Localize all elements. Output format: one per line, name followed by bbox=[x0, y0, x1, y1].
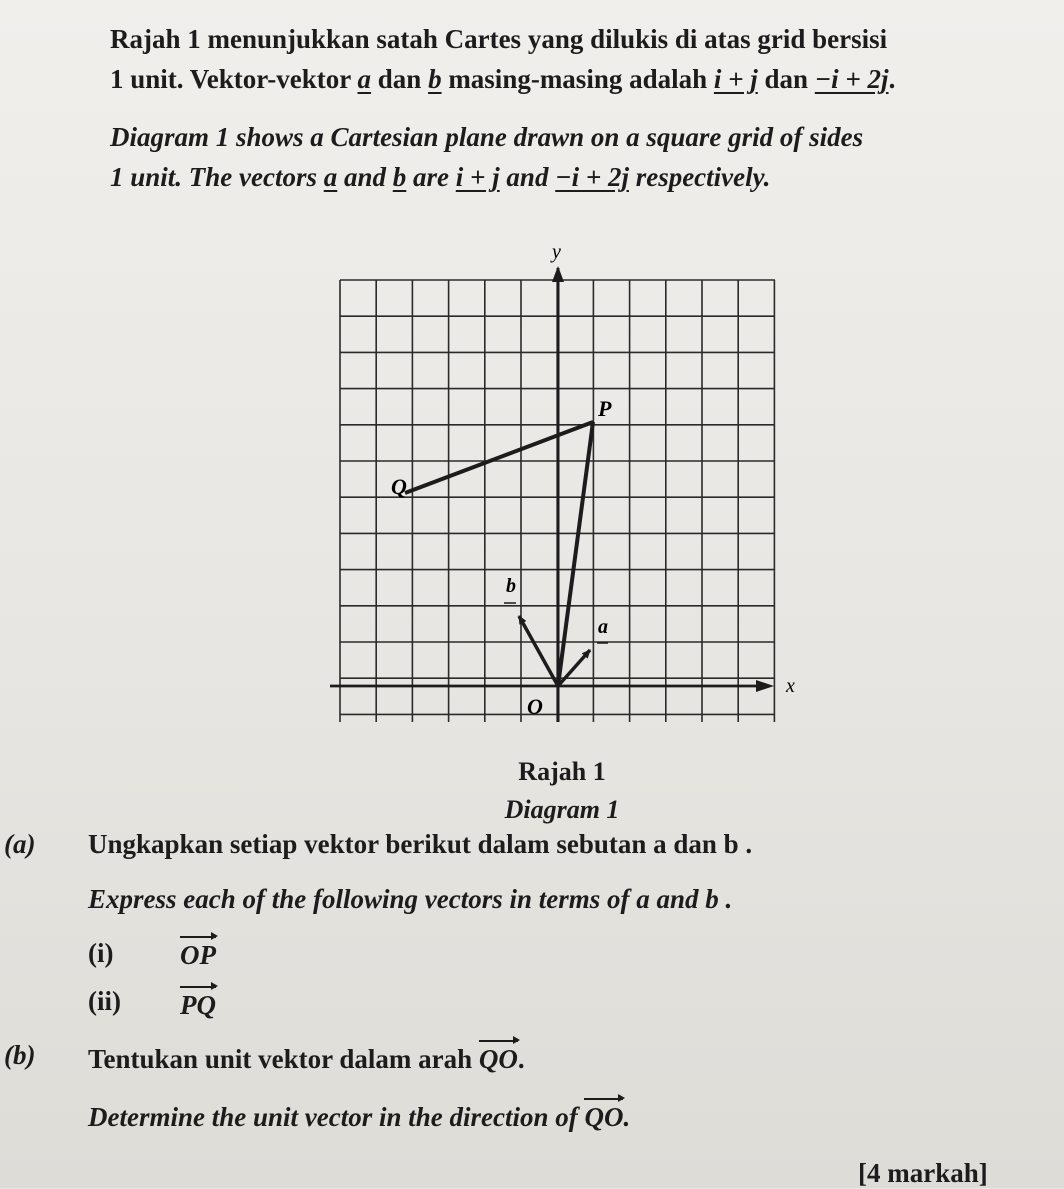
vector-b-label: b bbox=[506, 575, 516, 597]
vector-b-arrow bbox=[519, 616, 558, 686]
y-axis-arrow-icon bbox=[552, 266, 564, 282]
x-axis-arrow-icon bbox=[756, 680, 774, 692]
marks-label: [4 markah] bbox=[858, 1158, 988, 1188]
vector-b-symbol: b bbox=[428, 64, 442, 94]
question-a-number: (a) bbox=[4, 829, 36, 859]
vector-a-label: a bbox=[598, 616, 608, 638]
segment-PQ bbox=[405, 422, 593, 493]
origin-label: O bbox=[527, 694, 543, 719]
question-a-i-number: (i) bbox=[88, 938, 114, 968]
question-b-bm: Tentukan unit vektor dalam arah QO. bbox=[88, 1044, 525, 1074]
intro-bm-line1: Rajah 1 menunjukkan satah Cartes yang dilukis di atas grid bersisi bbox=[110, 24, 888, 54]
point-Q-label: Q bbox=[391, 474, 407, 499]
point-P-label: P bbox=[598, 396, 612, 421]
caption-en: Diagram 1 bbox=[504, 795, 620, 824]
question-a-ii-vector: PQ bbox=[180, 990, 216, 1020]
cartesian-diagram bbox=[320, 230, 820, 740]
question-a-ii-number: (ii) bbox=[88, 986, 121, 1016]
question-a-i-vector: OP bbox=[180, 940, 216, 970]
vector-a-symbol: a bbox=[357, 64, 372, 94]
question-b-en: Determine the unit vector in the direction of QO. bbox=[88, 1102, 631, 1132]
intro-en-line2: 1 unit. The vectors a and b are i + j and −i + 2j respectively. bbox=[110, 162, 771, 192]
x-axis-label: x bbox=[786, 675, 795, 697]
question-a-bm: Ungkapkan setiap vektor berikut dalam sebutan a dan b . bbox=[88, 829, 753, 859]
y-axis-label: y bbox=[552, 241, 561, 263]
question-b-number: (b) bbox=[4, 1040, 36, 1070]
intro-bm-line2: 1 unit. Vektor-vektor a dan b masing-masing adalah i + j dan −i + 2j. bbox=[110, 64, 896, 94]
caption-bm: Rajah 1 bbox=[518, 757, 606, 786]
intro-en-line1: Diagram 1 shows a Cartesian plane drawn on a square grid of sides bbox=[110, 122, 864, 152]
question-a-en: Express each of the following vectors in terms of a and b . bbox=[88, 884, 733, 914]
